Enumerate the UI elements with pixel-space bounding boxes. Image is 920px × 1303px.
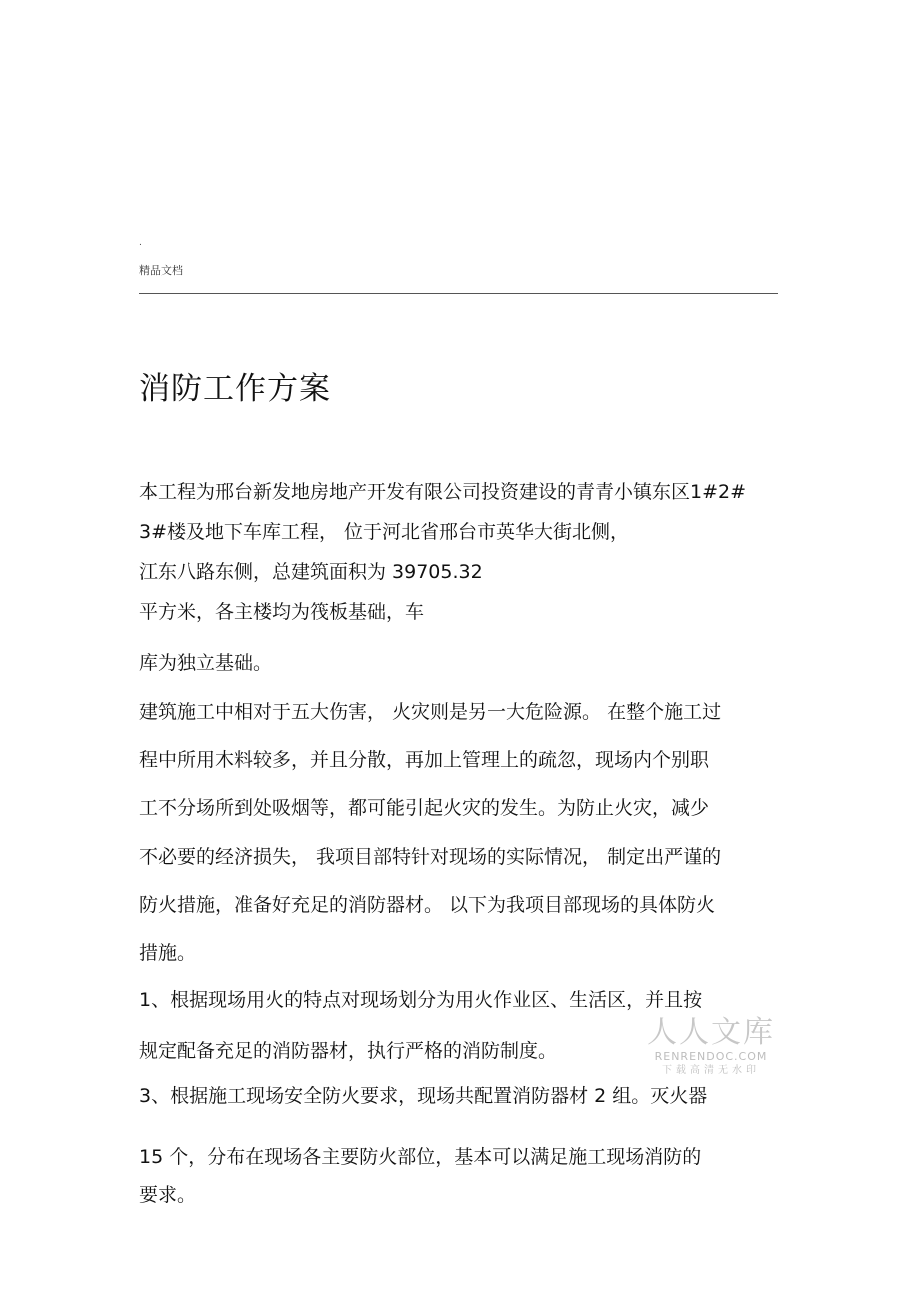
body-line-7: 程中所用木料较多，并且分散，再加上管理上的疏忽，现场内个别职 [139,749,710,771]
body-line-3: 江东八路东侧，总建筑面积为 39705.32 [139,561,483,583]
body-line-9: 不必要的经济损失， 我项目部特针对现场的实际情况， 制定出严谨的 [139,846,722,868]
header-divider [139,293,778,294]
body-line-11: 措施。 [139,942,197,964]
body-line-2: 3#楼及地下车库工程， 位于河北省邢台市英华大街北侧， [139,521,630,543]
watermark [646,1016,776,1077]
watermark-site: RENRENDOC.COM [654,1050,768,1063]
body-line-10: 防火措施，准备好充足的消防器材。 以下为我项目部现场的具体防火 [139,894,716,916]
watermark-main: 人人文库 [647,1015,775,1050]
body-line-6: 建筑施工中相对于五大伤害， 火灾则是另一大危险源。 在整个施工过 [139,701,722,723]
body-line-16: 要求。 [139,1184,197,1206]
body-line-12: 1、根据现场用火的特点对现场划分为用火作业区、生活区，并且按 [139,989,703,1011]
body-line-8: 工不分场所到处吸烟等，都可能引起火灾的发生。为防止火灾，减少 [139,797,710,819]
watermark-sub: 下载高清无水印 [662,1065,760,1076]
body-line-4: 平方米，各主楼均为筏板基础，车 [139,601,425,623]
body-line-14: 3、根据施工现场安全防火要求，现场共配置消防器材 2 组。灭火器 [139,1085,708,1107]
body-line-5: 库为独立基础。 [139,652,273,674]
body-line-15: 15 个，分布在现场各主要防火部位，基本可以满足施工现场消防的 [139,1146,702,1168]
header-label: 精品文档 [139,264,183,277]
body-line-1: 本工程为邢台新发地房地产开发有限公司投资建设的青青小镇东区1#2# [139,481,747,503]
body-line-13: 规定配备充足的消防器材，执行严格的消防制度。 [139,1040,558,1062]
header-dot: . [139,238,142,248]
document-title: 消防工作方案 [139,371,331,407]
